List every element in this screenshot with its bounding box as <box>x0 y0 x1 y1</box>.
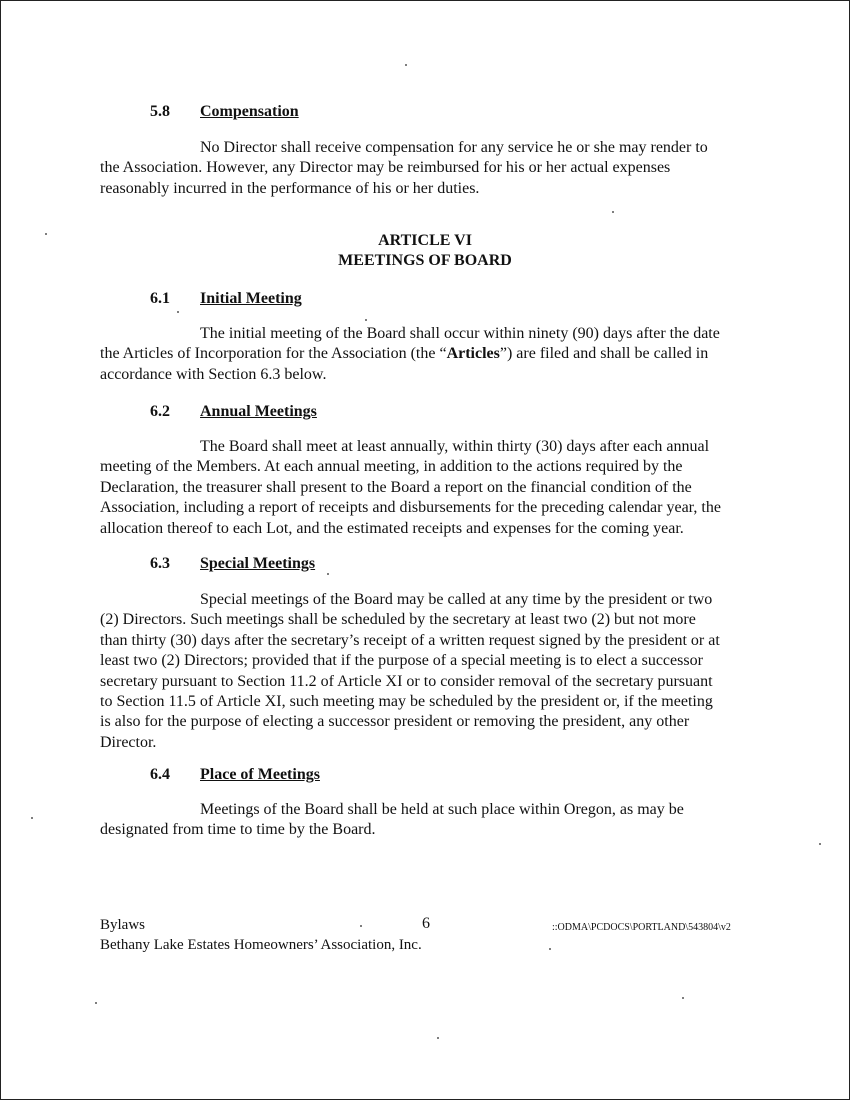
paragraph-line: least two (2) Directors; provided that if the purpose of a special meeting is to elect a successor <box>100 652 703 670</box>
paragraph-line: than thirty (30) days after the secretary’s receipt of a written request signed by the president or at <box>100 631 720 649</box>
paragraph-line: The initial meeting of the Board shall occur within ninety (90) days after the date <box>200 325 720 342</box>
article-number: ARTICLE VI <box>378 232 472 249</box>
paragraph-line: allocation thereof to each Lot, and the estimated receipts and expenses for the coming year. <box>100 519 684 537</box>
scan-speck <box>612 211 614 213</box>
article-title: MEETINGS OF BOARD <box>338 252 512 269</box>
paragraph-line: accordance with Section 6.3 below. <box>100 365 327 383</box>
section-number: 6.2 <box>150 403 170 420</box>
footer-document-id: ::ODMA\PCDOCS\PORTLAND\543804\v2 <box>552 922 731 933</box>
section-number: 6.1 <box>150 290 170 307</box>
scan-speck <box>31 817 33 819</box>
page-number: 6 <box>422 915 430 932</box>
section-6-1-heading <box>150 289 302 309</box>
scan-speck <box>327 573 329 575</box>
paragraph-line: is also for the purpose of electing a successor president or removing the president, any other <box>100 713 690 731</box>
section-number: 5.8 <box>150 103 170 120</box>
scan-speck <box>365 319 367 321</box>
scan-speck <box>360 925 362 927</box>
paragraph-line: designated from time to time by the Board. <box>100 821 376 839</box>
paragraph-line: Declaration, the treasurer shall present to the Board a report on the financial condition of the <box>100 478 692 496</box>
section-number: 6.4 <box>150 766 170 783</box>
paragraph-line: to Section 11.5 of Article XI, such meeting may be scheduled by the president or, if the meeting <box>100 693 713 711</box>
scan-speck <box>95 1002 97 1004</box>
scan-speck <box>549 948 551 950</box>
paragraph-line: Special meetings of the Board may be called at any time by the president or two <box>200 591 713 608</box>
paragraph-line: the Association. However, any Director may be reimbursed for his or her actual expenses <box>100 159 671 177</box>
section-title: Annual Meetings <box>200 403 317 420</box>
paragraph-line: Meetings of the Board shall be held at such place within Oregon, as may be <box>200 801 684 818</box>
defined-term: Articles <box>446 345 500 363</box>
paragraph-line: meeting of the Members. At each annual meeting, in addition to the actions required by the <box>100 458 683 476</box>
section-title: Compensation <box>200 103 299 120</box>
scan-speck <box>405 64 407 66</box>
footer-doc-title: Bylaws <box>100 917 145 933</box>
section-title: Special Meetings <box>200 555 316 572</box>
section-6-1-body <box>100 324 748 385</box>
paragraph-line: Association, including a report of receipts and disbursements for the preceding calendar year, the <box>100 499 721 517</box>
scan-speck <box>819 843 821 845</box>
paragraph-line: secretary pursuant to Section 11.2 of Article XI or to consider removal of the secretary pursuant <box>100 672 713 690</box>
footer-organization: Bethany Lake Estates Homeowners’ Association, Inc. <box>100 937 422 953</box>
section-6-2-heading <box>150 402 317 422</box>
section-5-8-body <box>100 138 748 199</box>
paragraph-line <box>100 344 748 364</box>
section-6-3-heading <box>150 554 315 574</box>
article-heading <box>1 231 849 271</box>
text-run: the Articles of Incorporation for the Association (the “ <box>100 345 447 363</box>
section-number: 6.3 <box>150 555 170 572</box>
footer-left <box>100 915 422 955</box>
scan-speck <box>682 997 684 999</box>
paragraph-line: (2) Directors. Such meetings shall be scheduled by the secretary at least two (2) but not more <box>100 611 696 629</box>
section-6-4-body <box>100 800 748 841</box>
text-run: ”) are filed and shall be called in <box>499 345 709 363</box>
scan-speck <box>45 233 47 235</box>
paragraph-line: No Director shall receive compensation for any service he or she may render to <box>200 139 708 156</box>
paragraph-line: The Board shall meet at least annually, within thirty (30) days after each annual <box>200 438 710 455</box>
section-5-8-heading <box>150 102 299 122</box>
section-title: Initial Meeting <box>200 290 302 307</box>
paragraph-line: Director. <box>100 733 157 751</box>
section-title: Place of Meetings <box>200 766 320 783</box>
section-6-4-heading <box>150 765 320 785</box>
scan-speck <box>177 311 179 313</box>
section-6-2-body <box>100 437 748 539</box>
paragraph-line: reasonably incurred in the performance of his or her duties. <box>100 179 480 197</box>
section-6-3-body <box>100 590 748 753</box>
scan-speck <box>437 1037 439 1039</box>
